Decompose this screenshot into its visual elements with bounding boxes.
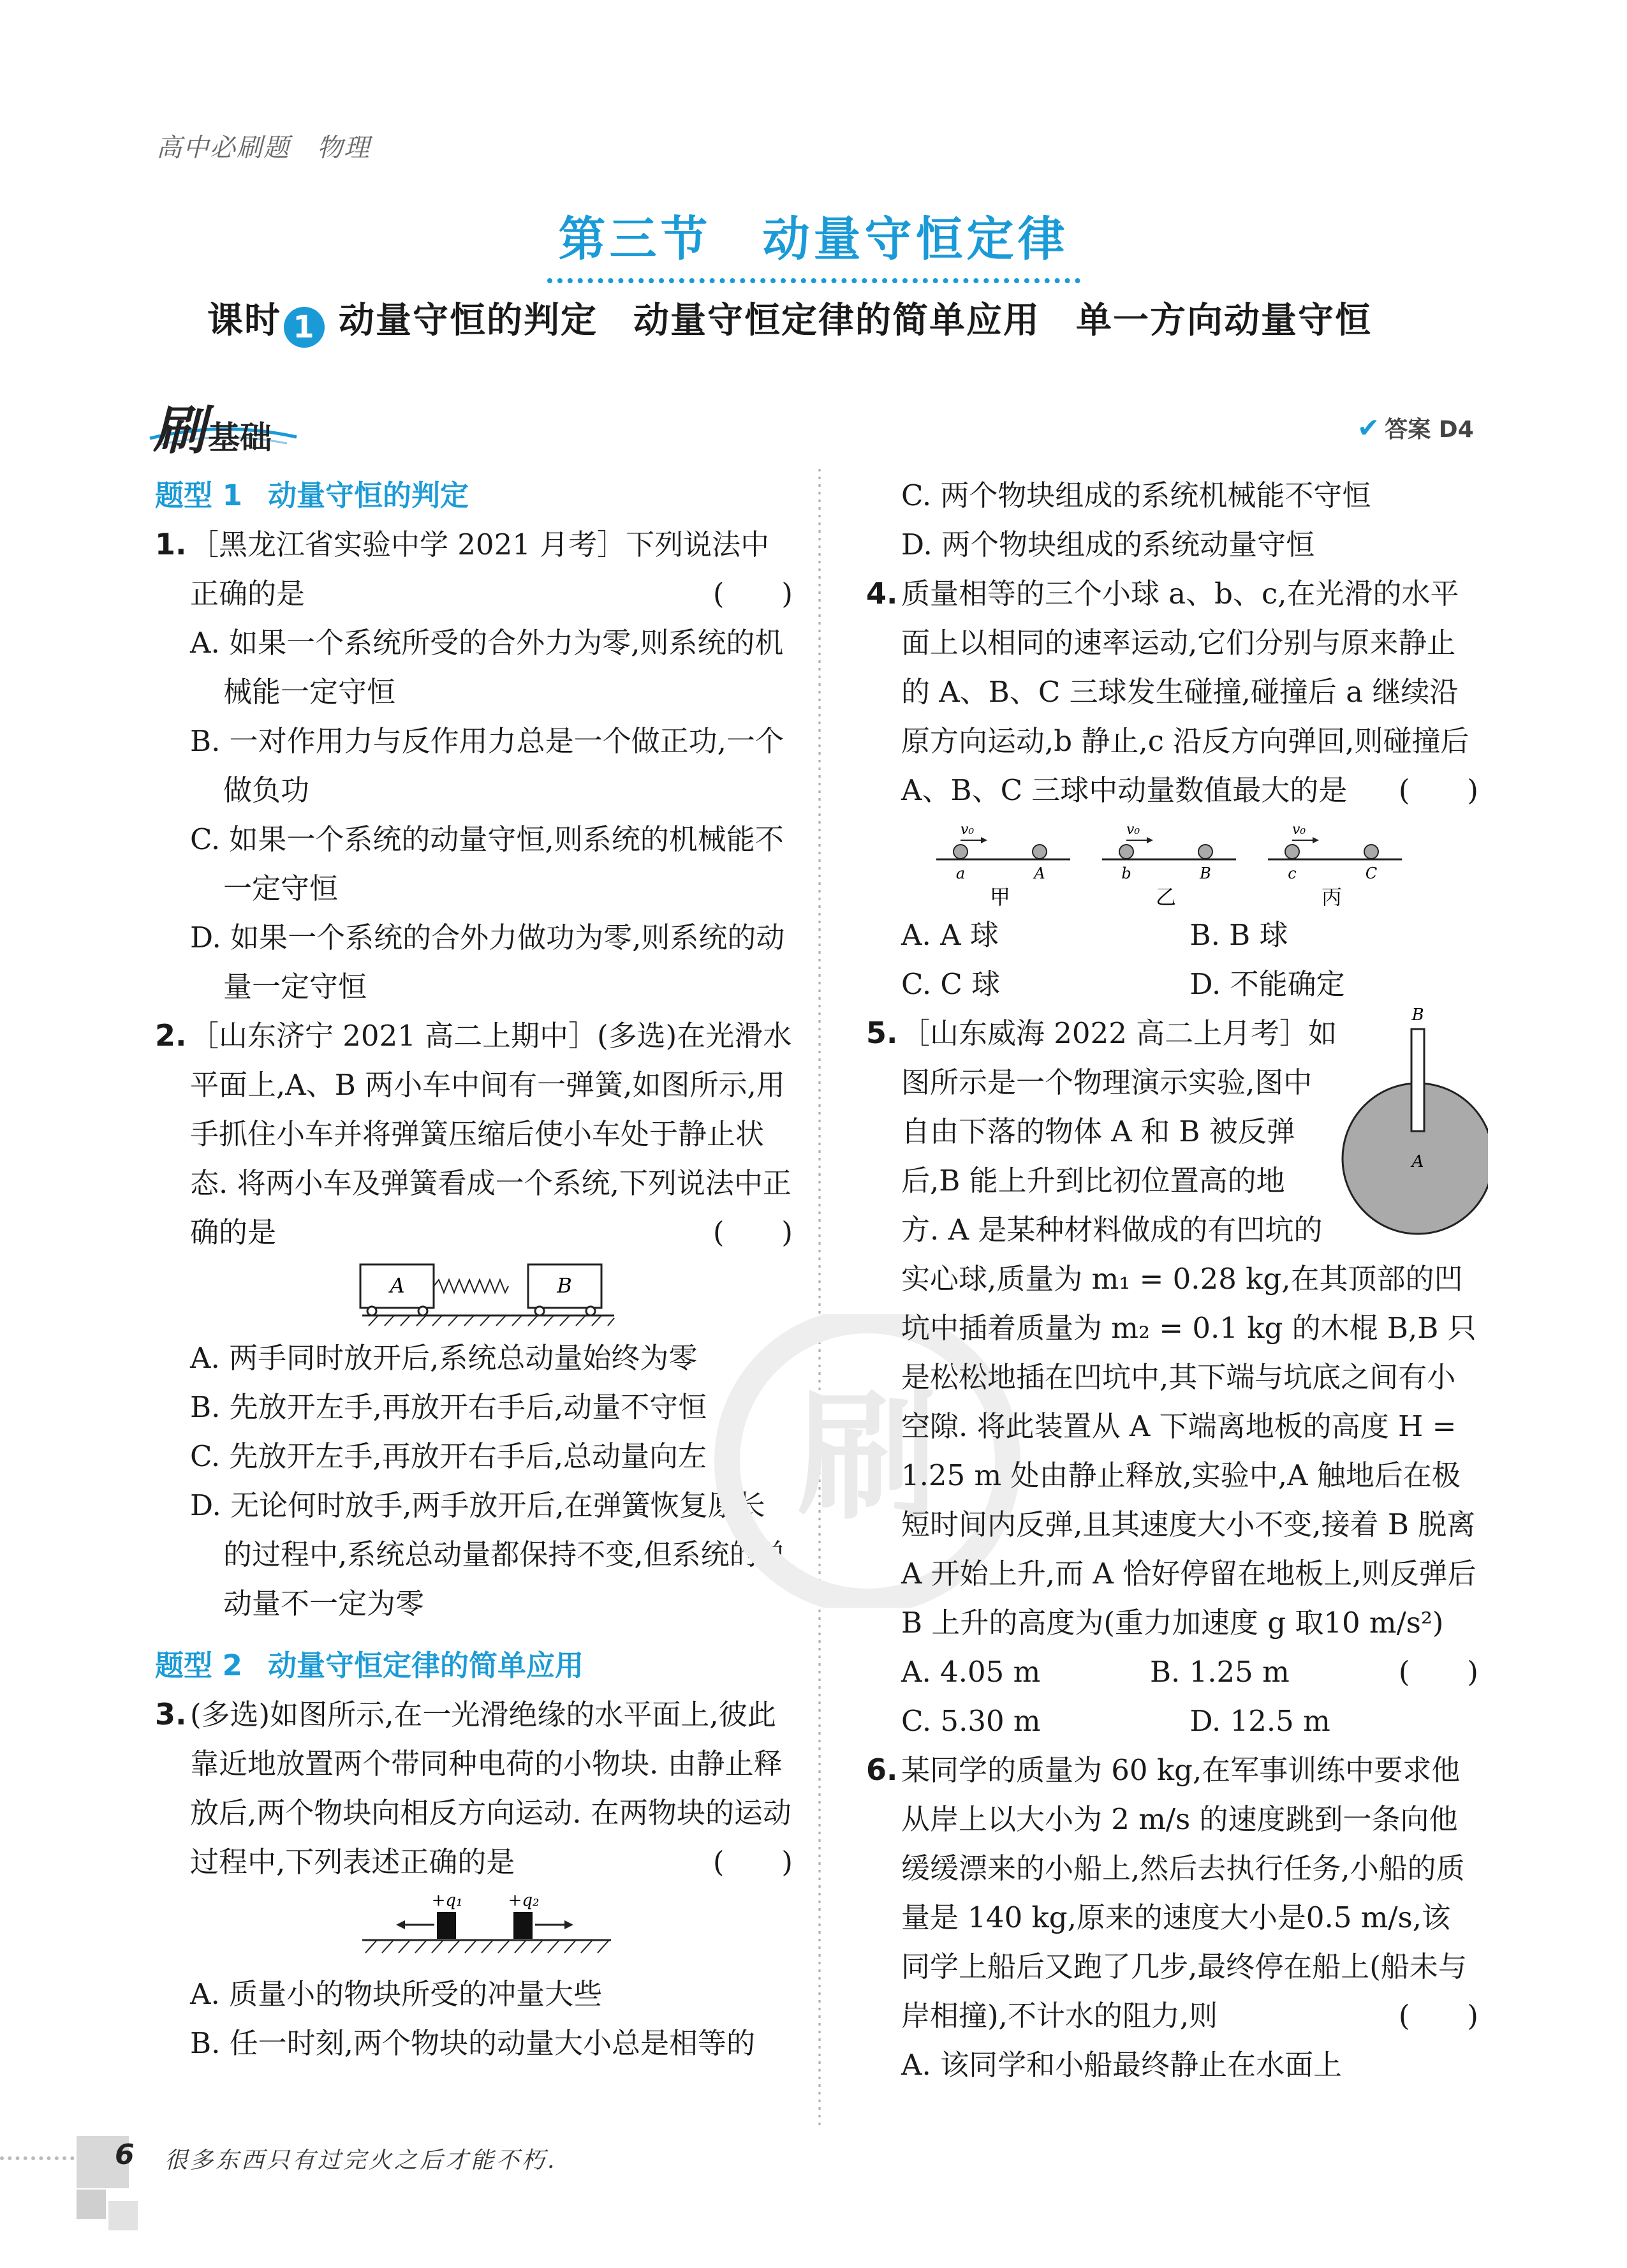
collision-fig-c <box>1268 822 1402 909</box>
option-b: B. 先放开左手,再放开右手后,动量不守恒 <box>190 1390 707 1424</box>
collision-fig-b <box>1102 822 1236 909</box>
badge-small: 基础 <box>208 419 272 456</box>
collision-fig-a <box>936 822 1070 909</box>
cart-b-label: B <box>557 1273 572 1298</box>
question-stem: (多选)如图所示,在一光滑绝缘的水平面上,彼此靠近地放置两个带同种电荷的小物块. 由静止释放后,两个物块向相反方向运动. 在两物块的运动过程中,下列表述正确的是 <box>190 1698 791 1879</box>
question-6 <box>866 1745 1478 2040</box>
ball-label: A <box>1411 1152 1424 1171</box>
lesson-part-2: 动量守恒定律的简单应用 <box>633 300 1040 341</box>
svg-text:c: c <box>1288 864 1297 882</box>
option-a: A. 如果一个系统所受的合外力为零,则系统的机械能一定守恒 <box>190 626 784 709</box>
question-number: 4. <box>866 576 898 611</box>
cart-a-label: A <box>390 1273 405 1298</box>
question-number: 6. <box>866 1753 898 1787</box>
option-c: C. C 球 <box>901 967 1001 1001</box>
lesson-number: 1 <box>284 307 325 348</box>
answer-label: 答案 D4 <box>1385 417 1474 443</box>
stick-b <box>1411 1029 1424 1131</box>
option-b: B. 1.25 m <box>1149 1655 1290 1689</box>
section-title: 第三节 动量守恒定律 <box>547 202 1080 283</box>
right-column <box>866 471 1478 2089</box>
q5-line-3: 自由下落的物体 A 和 B 被反弹 <box>901 1115 1295 1148</box>
basics-badge <box>153 389 272 464</box>
option-b: B. B 球 <box>1189 918 1288 952</box>
q5-line-4: 后,B 能上升到比初位置高的地 <box>901 1164 1285 1197</box>
svg-text:a: a <box>955 864 966 882</box>
answer-parens: ( ) <box>1398 1999 1478 2033</box>
figure-ball-stick <box>1322 996 1488 1238</box>
arrow-left-icon <box>396 1920 405 1929</box>
svg-text:甲: 甲 <box>989 885 1011 909</box>
section-heading-1 <box>155 471 793 520</box>
svg-text:B: B <box>1200 864 1211 882</box>
question-4 <box>866 569 1478 815</box>
answer-parens: ( ) <box>1398 773 1478 807</box>
lesson-prefix: 课时 <box>207 300 281 341</box>
badge-big: 刷 <box>153 401 205 461</box>
charge-q1-label: +q₁ <box>431 1891 463 1910</box>
question-1 <box>155 520 793 618</box>
column-divider <box>818 469 821 2128</box>
q5-line-5: 方. A 是某种材料做成的有凹坑的 <box>901 1213 1323 1247</box>
question-number: 1. <box>155 527 187 561</box>
option-a: A. A 球 <box>901 918 999 952</box>
svg-text:A: A <box>1034 864 1045 882</box>
option-a: A. 两手同时放开后,系统总动量始终为零 <box>190 1341 698 1375</box>
option-c: C. 5.30 m <box>901 1704 1041 1738</box>
lesson-part-3: 单一方向动量守恒 <box>1076 300 1372 341</box>
block-q1 <box>437 1912 456 1939</box>
question-stem: ［山东济宁 2021 高二上期中］(多选)在光滑水平面上,A、B 两小车中间有一弹簧,如图所示,用手抓住小车并将弹簧压缩后使小车处于静止状态. 将两小车及弹簧看成一个系统,下列说法中正确的是 <box>190 1019 792 1249</box>
q5-line-2: 图所示是一个物理演示实验,图中 <box>901 1065 1313 1099</box>
figure-charged-blocks <box>155 1886 793 1969</box>
question-stem: ［黑龙江省实验中学 2021 月考］下列说法中正确的是 <box>190 528 770 611</box>
svg-text:C: C <box>1365 864 1378 882</box>
left-column <box>155 471 793 2068</box>
spring <box>434 1280 508 1293</box>
answer-parens: ( ) <box>712 1215 793 1249</box>
footer-motto: 很多东西只有过完火之后才能不朽. <box>165 2147 557 2174</box>
question-stem: 质量相等的三个小球 a、b、c,在光滑的水平面上以相同的速率运动,它们分别与原来静止的 A、B、C 三球发生碰撞,碰撞后 a 继续沿原方向运动,b 静止,c 沿反方向弹回,则碰撞后 A、B、C 三球中动量数值最大的是 <box>901 577 1469 807</box>
option-d: D. 无论何时放手,两手放开后,在弹簧恢复原长的过程中,系统总动量都保持不变,但系统的总动量不一定为零 <box>190 1488 787 1620</box>
option-d: D. 两个物块组成的系统动量守恒 <box>901 528 1315 561</box>
option-c: C. 如果一个系统的动量守恒,则系统的机械能不一定守恒 <box>190 822 784 905</box>
option-d: D. 如果一个系统的合外力做功为零,则系统的动量一定守恒 <box>190 921 785 1004</box>
section-name: 动量守恒的判定 <box>267 478 469 512</box>
option-b: B. 任一时刻,两个物块的动量大小总是相等的 <box>190 2026 755 2060</box>
section-name: 动量守恒定律的简单应用 <box>267 1649 584 1682</box>
option-c: C. 两个物块组成的系统机械能不守恒 <box>901 478 1371 512</box>
page-number: 6 <box>115 2138 135 2171</box>
charge-q2-label: +q₂ <box>508 1891 540 1910</box>
lesson-part-1: 动量守恒的判定 <box>339 300 598 341</box>
stick-label: B <box>1411 1005 1424 1025</box>
question-number: 2. <box>155 1018 187 1053</box>
question-number: 3. <box>155 1697 187 1731</box>
check-icon: ✔ <box>1357 412 1380 443</box>
running-header: 高中必刷题 物理 <box>156 133 371 163</box>
question-stem: 某同学的质量为 60 kg,在军事训练中要求他从岸上以大小为 2 m/s 的速度跳到一条向他缓缓漂来的小船上,然后去执行任务,小船的质量是 140 kg,原来的速度大小是0.5 m/s,该同学上船后又跑了几步,最终停在船上(船未与岸相撞),不计水的阻力,则 <box>901 1753 1467 2033</box>
question-2 <box>155 1011 793 1257</box>
svg-text:丙: 丙 <box>1321 885 1343 909</box>
svg-text:刷: 刷 <box>797 1375 938 1539</box>
section-label: 题型 2 <box>155 1649 242 1682</box>
section-label: 题型 1 <box>155 478 242 512</box>
svg-text:v₀: v₀ <box>1126 822 1140 838</box>
svg-text:b: b <box>1121 864 1131 882</box>
block-q2 <box>513 1912 533 1939</box>
option-a: A. 该同学和小船最终静止在水面上 <box>901 2048 1343 2082</box>
lesson-subtitle <box>207 292 1372 348</box>
answer-ref <box>1357 411 1474 444</box>
answer-parens: ( ) <box>712 1845 793 1879</box>
option-a: A. 质量小的物块所受的冲量大些 <box>190 1977 603 2011</box>
answer-parens: ( ) <box>712 577 793 611</box>
svg-text:v₀: v₀ <box>961 822 975 838</box>
svg-text:v₀: v₀ <box>1292 822 1306 838</box>
q5-line-1: ［山东威海 2022 高二上月考］如 <box>901 1016 1337 1050</box>
option-d: D. 12.5 m <box>1189 1704 1330 1738</box>
answer-parens: ( ) <box>1398 1655 1478 1689</box>
question-number: 5. <box>866 1016 898 1050</box>
footer-blocks <box>77 2190 140 2234</box>
figure-collisions <box>866 815 1478 910</box>
option-b: B. 一对作用力与反作用力总是一个做正功,一个做负功 <box>190 724 784 807</box>
question-3 <box>155 1690 793 1886</box>
option-a: A. 4.05 m <box>901 1655 1041 1689</box>
option-d: D. 不能确定 <box>1189 967 1345 1001</box>
svg-text:乙: 乙 <box>1155 885 1177 909</box>
option-c: C. 先放开左手,再放开右手后,总动量向左 <box>190 1439 707 1473</box>
arrow-right-icon <box>564 1920 573 1929</box>
section-heading-2 <box>155 1641 793 1690</box>
q5-rest: 实心球,质量为 m₁ = 0.28 kg,在其顶部的凹坑中插着质量为 m₂ = 0.1 kg 的木棍 B,B 只是松松地插在凹坑中,其下端与坑底之间有小空隙. 将此装置从 A 下端离地板的高度 H = 1.25 m 处由静止释放,实验中,A 触地后在极短时间内反弹,且其速度大小不变,接着 B 脱离 A 开始上升,而 A 恰好停留在地板上,则反弹后 B 上升的高度为(重力加速度 g 取10 m/s²) ( ) <box>901 1254 1478 1647</box>
